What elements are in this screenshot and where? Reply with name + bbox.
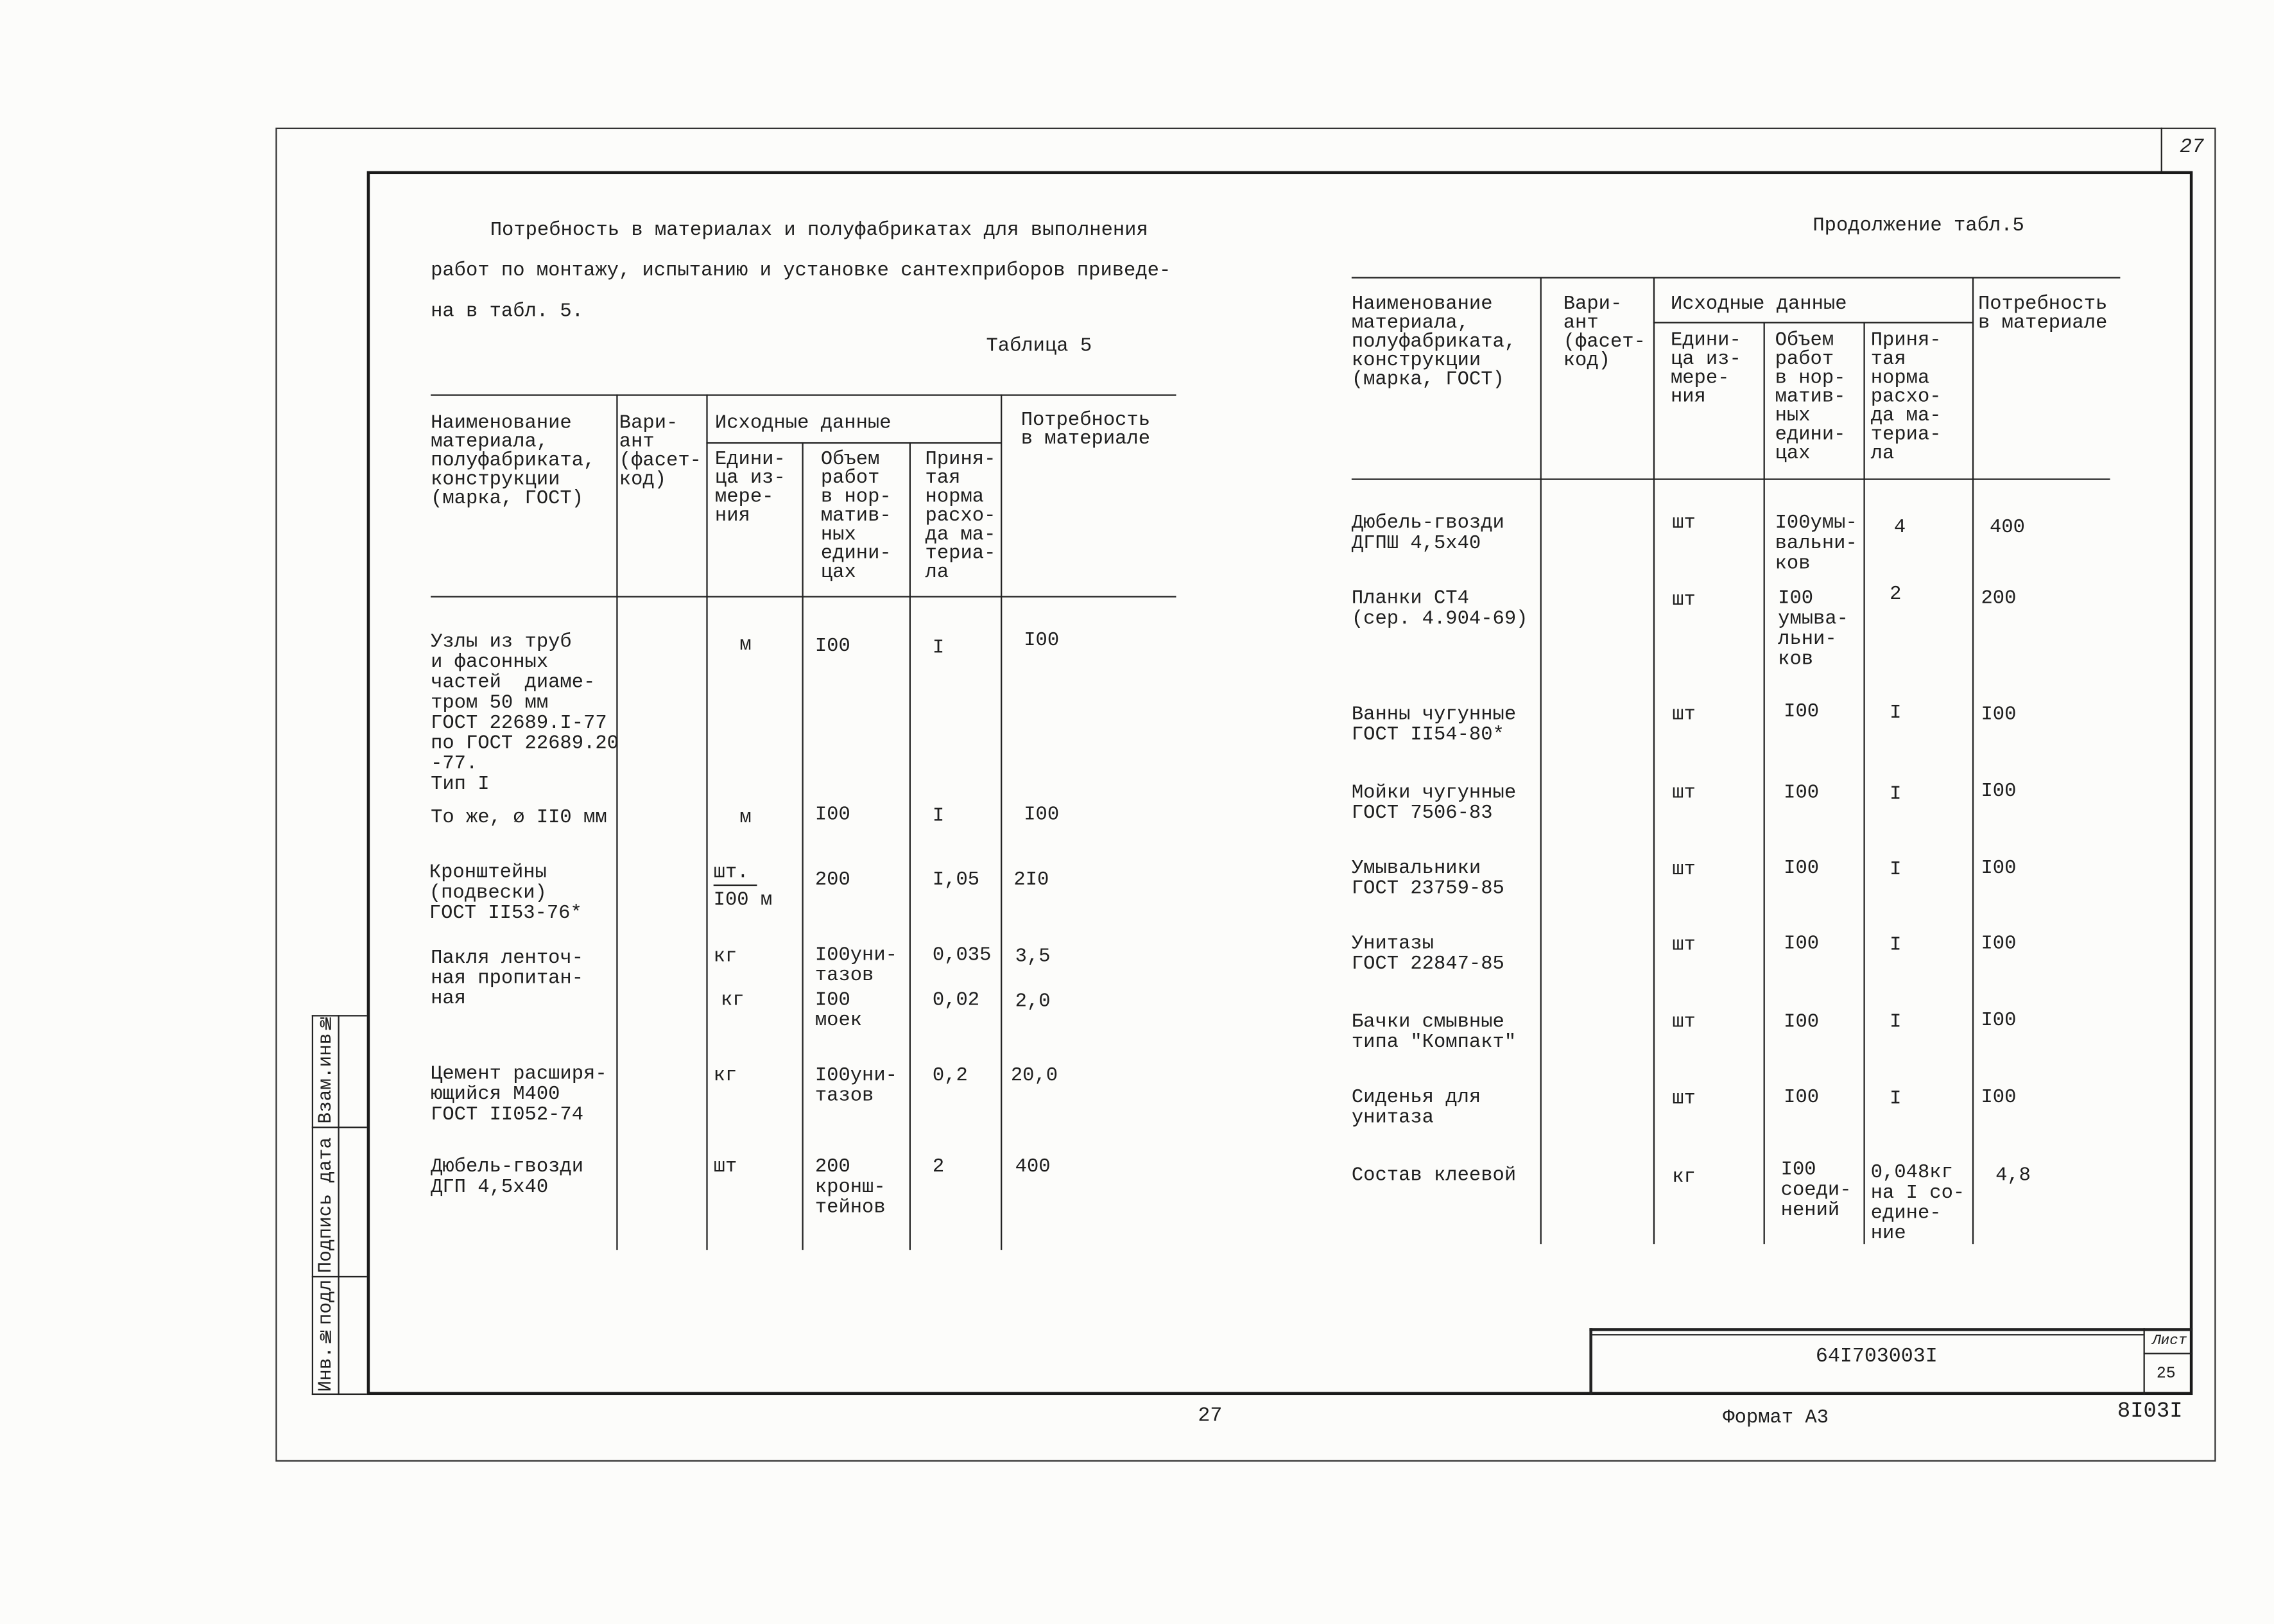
table-rule: [1764, 322, 1765, 1244]
row-volume: I00 умыва- льни- ков: [1778, 589, 1848, 671]
row-norm: I: [1890, 935, 1902, 957]
header-need: Потребность в материале: [1021, 410, 1151, 451]
row-unit: шт: [1672, 704, 1696, 727]
side-stamp-divider: [312, 1127, 367, 1128]
row-norm: 0,02: [932, 990, 980, 1012]
row-name: Состав клеевой: [1351, 1166, 1517, 1188]
row-norm: I: [1890, 703, 1902, 725]
header-volume: Объем работ в нор- матив- ных едини- цах: [1775, 331, 1846, 466]
header-name: Наименование материала, полуфабриката, конструкции (марка, ГОСТ): [1351, 294, 1517, 392]
footer-format: Формат А3: [1723, 1408, 1829, 1430]
row-volume: I00 моек: [814, 990, 863, 1033]
continuation-caption: Продолжение табл.5: [1813, 216, 2024, 238]
table-rule: [1540, 277, 1542, 1244]
document-code: 64I703003I: [1815, 1345, 1938, 1369]
table-caption: Таблица 5: [986, 336, 1092, 358]
row-need: I00: [1981, 1010, 2017, 1033]
row-name: Сиденья для унитаза: [1351, 1087, 1481, 1130]
inventory-label: Инв.№подл: [314, 1279, 337, 1392]
row-norm: 0,048кг на I со- едине- ние: [1870, 1162, 1965, 1246]
header-unit: Едини- ца из- мере- ния: [1670, 331, 1741, 410]
header-unit: Едини- ца из- мере- ния: [714, 449, 786, 528]
intro-line-1: Потребность в материалах и полуфабрикатах для выполнения: [490, 220, 1148, 243]
row-name: Дюбель-гвозди ДГП 4,5х40: [431, 1157, 584, 1200]
row-need: I00: [1981, 781, 2017, 804]
row-unit: шт: [1672, 513, 1696, 535]
row-need: I00: [1024, 804, 1060, 827]
row-volume: 200: [814, 870, 850, 892]
side-stamp-divider: [338, 1015, 339, 1395]
row-name: Умывальники ГОСТ 23759-85: [1351, 858, 1504, 901]
intro-line-3: на в табл. 5.: [431, 301, 584, 324]
table-rule: [706, 442, 1001, 444]
intro-line-2: работ по монтажу, испытанию и установке сантехприборов приведе-: [431, 261, 1171, 283]
row-norm: I: [932, 637, 945, 660]
row-unit: шт: [1672, 860, 1696, 882]
row-name: То же, ø II0 мм: [431, 808, 607, 830]
table-rule: [1653, 322, 1972, 323]
row-volume: I00: [1784, 1012, 1820, 1034]
row-norm: 4: [1893, 517, 1906, 540]
title-block-rule: [2144, 1328, 2145, 1395]
row-unit: шт: [1672, 590, 1696, 612]
row-unit: кг: [1672, 1167, 1696, 1189]
title-block-rule: [1589, 1328, 2192, 1331]
row-need: 2,0: [1015, 992, 1051, 1014]
row-need: I00: [1981, 933, 2017, 956]
row-name: Дюбель-гвозди ДГПШ 4,5х40: [1351, 513, 1504, 556]
table-rule: [1352, 478, 2110, 479]
row-unit: шт: [1672, 935, 1696, 957]
sheet-label: Лист: [2152, 1334, 2187, 1351]
row-name: Планки СТ4 (сер. 4.904-69): [1351, 589, 1528, 631]
title-block-rule: [2144, 1353, 2193, 1354]
row-unit-denominator: I00 м: [713, 890, 773, 912]
row-norm: I: [1890, 860, 1902, 882]
row-volume: I00: [1784, 1087, 1820, 1110]
header-norm: Приня- тая норма расхо- да ма- териа- ла: [1870, 331, 1942, 466]
row-need: 400: [1990, 517, 2025, 540]
header-source-group: Исходные данные: [1670, 294, 1847, 316]
row-unit: м: [739, 635, 752, 657]
row-unit: шт: [1672, 1012, 1696, 1034]
row-need: I00: [1024, 630, 1060, 653]
table-rule: [802, 442, 804, 1250]
row-norm: I: [1890, 784, 1902, 806]
row-volume: I00 соеди- нений: [1780, 1160, 1852, 1223]
table-rule: [1972, 277, 1974, 1244]
table-rule: [1653, 277, 1655, 1244]
header-volume: Объем работ в нор- матив- ных едини- цах: [820, 449, 892, 585]
row-volume: I00: [1784, 933, 1820, 956]
row-need: 20,0: [1010, 1066, 1058, 1088]
row-volume: I00умы- вальни- ков: [1775, 513, 1857, 576]
row-norm: 2: [1890, 584, 1902, 607]
row-volume: I00: [1784, 858, 1820, 881]
row-need: 200: [1981, 589, 2017, 610]
header-variant: Вари- ант (фасет- код): [1563, 294, 1646, 373]
table-rule: [1352, 277, 2121, 278]
row-name: Бачки смывные типа "Компакт": [1351, 1012, 1517, 1055]
row-volume: I00: [1784, 702, 1820, 724]
footer-code: 8I03I: [2117, 1399, 2183, 1424]
side-stamp-divider: [312, 1276, 367, 1277]
row-need: 2I0: [1013, 870, 1049, 892]
header-source-group: Исходные данные: [714, 413, 892, 435]
row-name: Узлы из труб и фасонных частей диаме- тром 50 мм ГОСТ 22689.I-77 по ГОСТ 22689.20 -77. Тип I: [431, 632, 619, 797]
table-rule: [706, 394, 707, 1250]
replacement-label: Взам.инв№: [314, 1011, 337, 1124]
title-block-rule: [1592, 1334, 2144, 1335]
row-unit: шт: [713, 1157, 737, 1179]
header-norm: Приня- тая норма расхо- да ма- териа- ла: [925, 449, 996, 585]
row-name: Цемент расширя- ющийся М400 ГОСТ II052-74: [431, 1064, 607, 1127]
row-volume: I00: [814, 804, 850, 827]
corner-divider: [2161, 128, 2162, 171]
row-need: 3,5: [1015, 947, 1051, 969]
title-block-rule: [1589, 1328, 1592, 1395]
row-volume: I00: [1784, 782, 1820, 805]
row-name: Унитазы ГОСТ 22847-85: [1351, 933, 1504, 976]
corner-page-number: 27: [2180, 136, 2205, 160]
row-norm: 0,035: [932, 945, 992, 967]
row-unit: кг: [713, 1066, 737, 1088]
row-need: I00: [1981, 1087, 2017, 1110]
sheet-number: 25: [2156, 1365, 2176, 1383]
row-unit: шт: [1672, 1089, 1696, 1111]
row-name: Мойки чугунные ГОСТ 7506-83: [1351, 782, 1517, 825]
row-need: I00: [1981, 858, 2017, 881]
row-unit-numerator: шт.: [714, 864, 757, 886]
table-rule: [1863, 322, 1865, 1244]
table-rule: [909, 442, 911, 1250]
row-unit: кг: [720, 990, 745, 1012]
row-unit: шт: [1672, 782, 1696, 805]
row-norm: I: [932, 806, 945, 828]
row-unit: кг: [713, 947, 737, 969]
row-norm: 2: [932, 1157, 945, 1179]
row-volume: I00уни- тазов: [814, 1066, 897, 1108]
row-volume: I00: [814, 636, 850, 659]
header-variant: Вари- ант (фасет- код): [619, 413, 702, 492]
row-name: Кронштейны (подвески) ГОСТ II53-76*: [429, 863, 582, 926]
footer-page-number: 27: [1198, 1404, 1223, 1429]
table-rule: [1001, 394, 1002, 1250]
row-norm: I: [1890, 1089, 1902, 1111]
row-norm: I: [1890, 1012, 1902, 1034]
table-rule: [431, 394, 1176, 395]
row-volume: I00уни- тазов: [814, 945, 897, 988]
row-norm: 0,2: [932, 1066, 968, 1088]
row-name: Пакля ленточ- ная пропитан- ная: [431, 948, 584, 1011]
header-name: Наименование материала, полуфабриката, конструкции (марка, ГОСТ): [431, 413, 596, 511]
row-name: Ванны чугунные ГОСТ II54-80*: [1351, 704, 1517, 747]
row-unit: м: [739, 808, 752, 830]
header-need: Потребность в материале: [1977, 294, 2108, 335]
row-norm: I,05: [932, 870, 980, 892]
row-need: 4,8: [1995, 1166, 2031, 1188]
row-volume: 200 кронш- тейнов: [814, 1157, 886, 1220]
row-need: I00: [1981, 704, 2017, 727]
table-rule: [616, 394, 617, 1250]
signature-date-label: Подпись дата: [314, 1137, 337, 1274]
row-need: 400: [1015, 1157, 1051, 1179]
